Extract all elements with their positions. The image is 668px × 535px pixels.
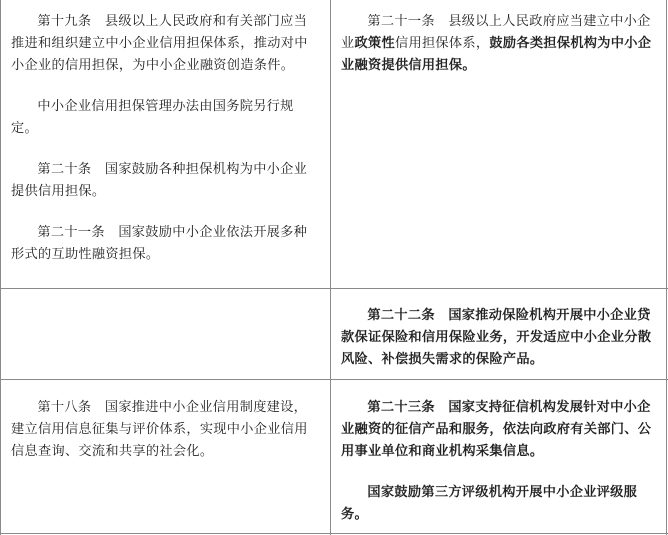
article-paragraph: 第二十三条 国家支持征信机构发展针对中小企业融资的征信产品和服务，依法向政府有关部门、公用事业单位和商业机构采集信息。 [341, 400, 652, 459]
table-cell-left-row1 [1, 11, 330, 266]
article-paragraph: 第十九条 县级以上人民政府和有关部门应当推进和组织建立中小企业信用担保体系，推动对中小企业的信用担保，为中小企业融资创造条件。 [11, 14, 308, 73]
article-paragraph: 第十八条 国家推进中小企业信用制度建设，建立信用信息征集与评价体系，实现中小企业信用信息查询、交流和共享的社会化。 [11, 400, 308, 459]
table-cell-right-row1 [331, 11, 666, 77]
article-paragraph: 第二十条 国家鼓励各种担保机构为中小企业提供信用担保。 [11, 162, 308, 199]
article-paragraph: 第二十二条 国家推动保险机构开展中小企业贷款保证保险和信用保险业务，开发适应中小企业分散风险、补偿损失需求的保险产品。 [341, 308, 652, 367]
table-row-divider [0, 379, 668, 380]
article-text-bold: 政策性 [354, 36, 395, 51]
table-cell-right-row2 [331, 305, 666, 371]
article-text: 信用担保体系， [394, 36, 490, 51]
table-row-divider [0, 288, 668, 289]
table-cell-right-row3 [331, 397, 666, 526]
table-cell-left-row3 [1, 397, 330, 463]
article-paragraph: 国家鼓励第三方评级机构开展中小企业评级服务。 [341, 485, 638, 522]
article-text-bold: 鼓励各类担保机构为中小企业融资提供信用担保。 [341, 36, 652, 73]
table-border-right [666, 0, 667, 535]
article-paragraph: 中小企业信用担保管理办法由国务院另行规定。 [11, 99, 294, 136]
article-paragraph [341, 11, 656, 77]
table-border-bottom [0, 533, 668, 534]
article-paragraph: 第二十一条 国家鼓励中小企业依法开展多种形式的互助性融资担保。 [11, 225, 308, 262]
article-text: 第二十一条 县级以上人民政府应当建立中小企业 [341, 14, 651, 51]
